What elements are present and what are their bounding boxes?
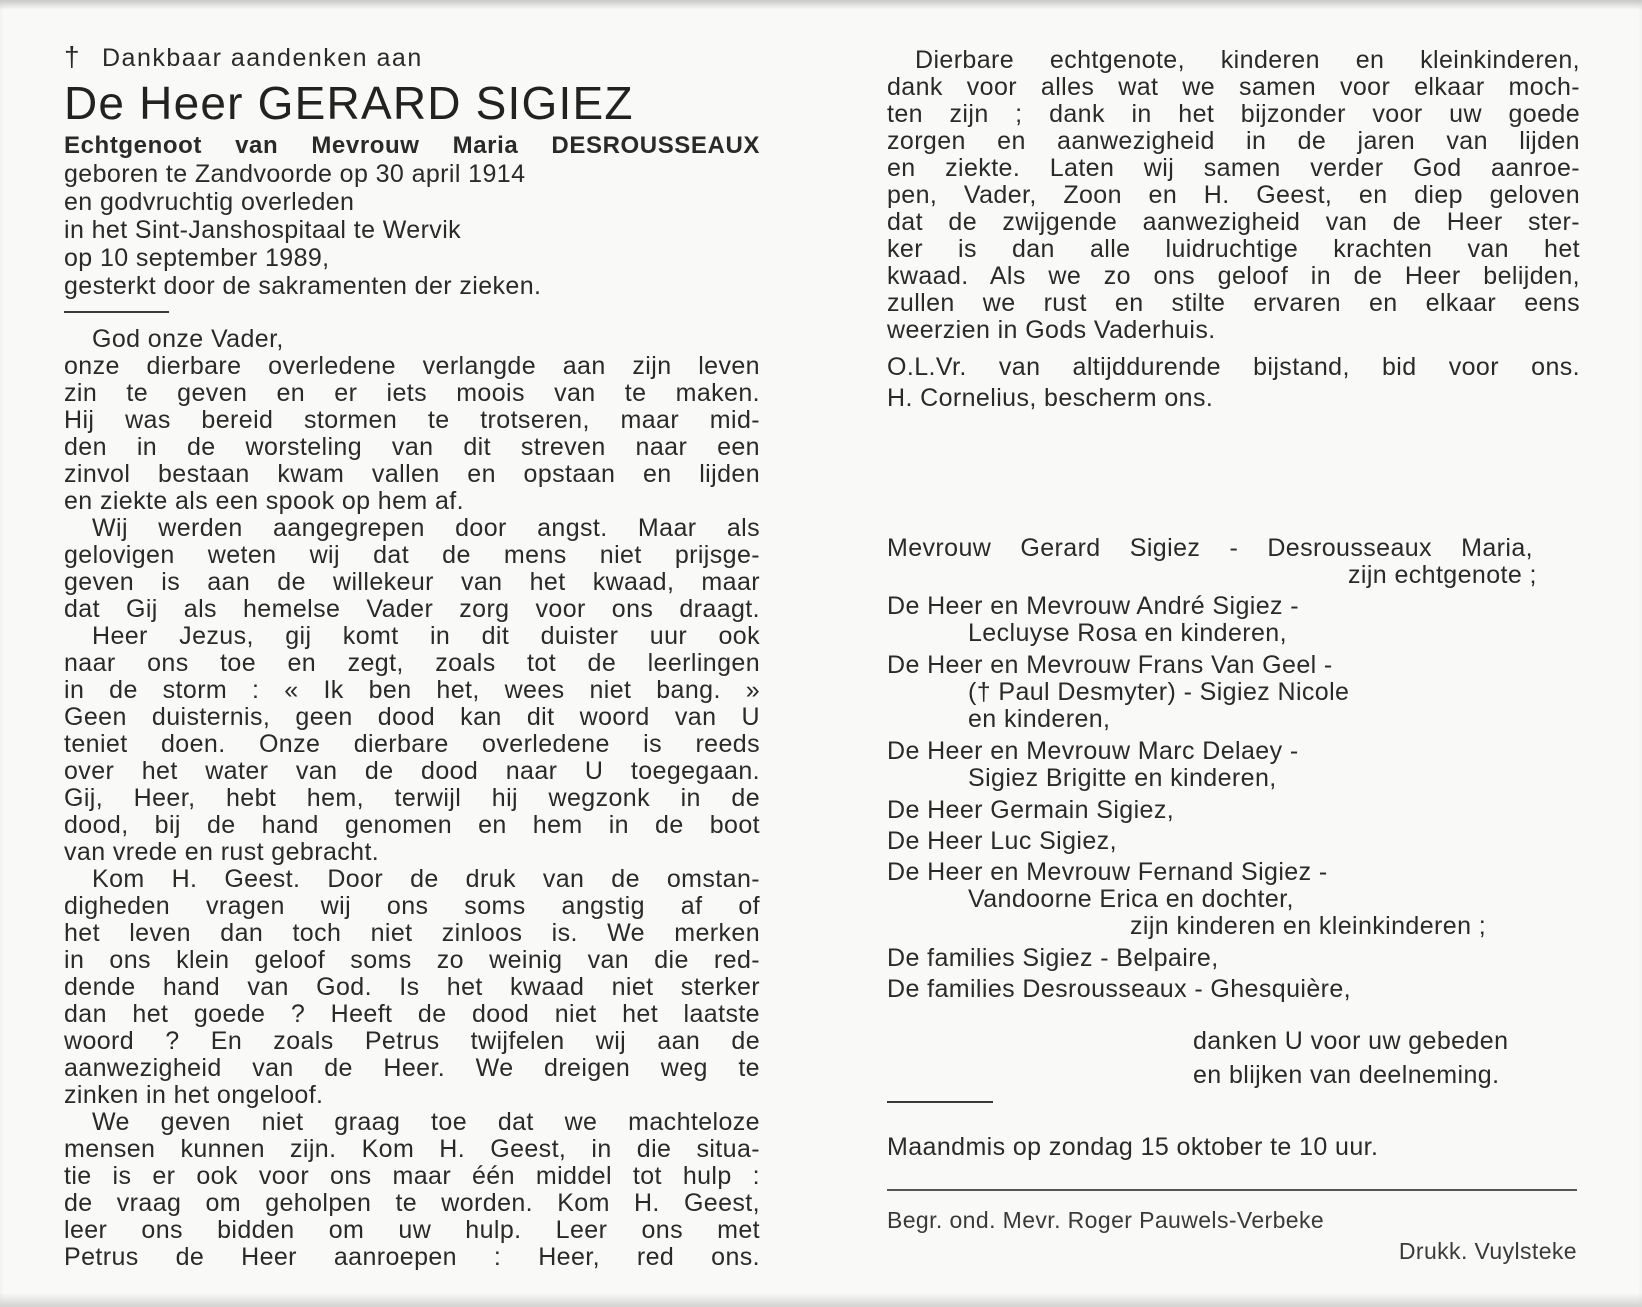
prayer-line: zin te geven en er iets moois van te maken. <box>64 379 760 407</box>
family-text-line: dank voor alles wat we samen voor elkaar moch- <box>887 73 1580 101</box>
prayer-line: We geven niet graag toe dat we machteloze <box>92 1108 760 1136</box>
printer-credit: Drukk. Vuylsteke <box>1398 1238 1577 1264</box>
prayer-line: over het water van de dood naar U toegegaan. <box>64 757 760 785</box>
prayer-line: Wij werden aangegrepen door angst. Maar als <box>92 514 760 542</box>
prayer-line: Geen duisternis, geen dood kan dit woord van U <box>64 703 760 731</box>
deceased-name: De Heer GERARD SIGIEZ <box>64 77 634 129</box>
funeral-director-credit: Begr. ond. Mevr. Roger Pauwels-Verbeke <box>887 1207 1325 1233</box>
family-text-line: zorgen en aanwezigheid in de jaren van lijden <box>887 127 1580 155</box>
prayer-line: in de storm : « Ik ben het, wees niet bang. » <box>64 676 760 704</box>
spouse-line: Echtgenoot van Mevrouw Maria DESROUSSEAUX <box>64 132 760 159</box>
prayer-line: in ons klein geloof soms zo weinig van die red- <box>64 946 760 974</box>
prayer-line: tie is er ook voor ons maar één middel tot hulp : <box>64 1162 760 1190</box>
mourner-line: Lecluyse Rosa en kinderen, <box>968 619 1287 647</box>
prayer-line: de vraag om geholpen te worden. Kom H. Geest, <box>64 1189 760 1217</box>
prayer-line: geven is aan de willekeur van het kwaad, maar <box>64 568 760 596</box>
scan-top-edge <box>0 0 1642 10</box>
prayer-line: dood, bij de hand genomen en hem in de boot <box>64 811 760 839</box>
prayer-line: naar ons toe en zegt, zoals tot de leerlingen <box>64 649 760 677</box>
divider <box>887 1189 1577 1191</box>
prayer-line: Petrus de Heer aanroepen : Heer, red ons. <box>64 1243 760 1271</box>
divider <box>64 311 169 313</box>
mourner-line: Sigiez Brigitte en kinderen, <box>968 764 1277 792</box>
prayer-line: God onze Vader, <box>92 325 284 353</box>
family-text-line: pen, Vader, Zoon en H. Geest, en diep geloven <box>887 181 1580 209</box>
prayer-line: mensen kunnen zijn. Kom H. Geest, in die situa- <box>64 1135 760 1163</box>
prayer-line: dan het goede ? Heeft de dood niet het laatste <box>64 1000 760 1028</box>
mourner-line: en kinderen, <box>968 705 1111 733</box>
family-text-line: en ziekte. Laten wij samen verder God aanroe- <box>887 154 1580 182</box>
bio-line: geboren te Zandvoorde op 30 april 1914 <box>64 160 526 188</box>
prayer-line: zinken in het ongeloof. <box>64 1081 324 1109</box>
bio-line: in het Sint-Janshospitaal te Wervik <box>64 216 462 244</box>
bio-line: gesterkt door de sakramenten der zieken. <box>64 272 542 300</box>
intro-line: Dankbaar aandenken aan <box>102 44 423 72</box>
prayer-line: onze dierbare overledene verlangde aan zijn leven <box>64 352 760 380</box>
thanks-line: en blijken van deelneming. <box>1193 1061 1500 1089</box>
mourner-line: zijn echtgenote ; <box>1348 561 1537 589</box>
prayer-line: aanwezigheid van de Heer. We dreigen weg te <box>64 1054 760 1082</box>
mourner-line: De Heer en Mevrouw Fernand Sigiez - <box>887 858 1328 886</box>
prayer-line: en ziekte als een spook op hem af. <box>64 487 464 515</box>
divider <box>887 1101 993 1103</box>
mourner-line: De Heer en Mevrouw André Sigiez - <box>887 592 1299 620</box>
cross-icon: † <box>64 41 80 72</box>
bio-line: op 10 september 1989, <box>64 244 330 272</box>
prayer-line: den in de worsteling van dit streven naar een <box>64 433 760 461</box>
mourner-line: Mevrouw Gerard Sigiez - Desrousseaux Maria, <box>887 534 1533 562</box>
bio-line: en godvruchtig overleden <box>64 188 355 216</box>
prayer-line: leer ons bidden om uw hulp. Leer ons met <box>64 1216 760 1244</box>
family-text-line: zullen we rust en stilte ervaren en elkaar eens <box>887 289 1580 317</box>
family-text-line: ker is dan alle luidruchtige krachten van het <box>887 235 1580 263</box>
family-text-line: kwaad. Als we zo ons geloof in de Heer belijden, <box>887 262 1580 290</box>
prayer-line: woord ? En zoals Petrus twijfelen wij aan de <box>64 1027 760 1055</box>
prayer-line: het leven dan toch niet zinloos is. We merken <box>64 919 760 947</box>
prayer-line: dat Gij als hemelse Vader zorg voor ons draagt. <box>64 595 760 623</box>
prayer-line: gelovigen weten wij dat de mens niet prijsge- <box>64 541 760 569</box>
mourner-line: De Heer Germain Sigiez, <box>887 796 1175 824</box>
prayer-line: Kom H. Geest. Door de druk van de omstan- <box>92 865 760 893</box>
prayer-line: Heer Jezus, gij komt in dit duister uur ook <box>92 622 760 650</box>
mourner-line: De Heer en Mevrouw Frans Van Geel - <box>887 651 1333 679</box>
invocation-line: O.L.Vr. van altijddurende bijstand, bid voor ons. <box>887 353 1580 381</box>
prayer-line: van vrede en rust gebracht. <box>64 838 380 866</box>
prayer-line: dende hand van God. Is het kwaad niet sterker <box>64 973 760 1001</box>
prayer-line: Hij was bereid stormen te trotseren, maar mid- <box>64 406 760 434</box>
family-text-line: dat de zwijgende aanwezigheid van de Heer ster- <box>887 208 1580 236</box>
invocation-line: H. Cornelius, bescherm ons. <box>887 384 1214 412</box>
prayer-line: Gij, Heer, hebt hem, terwijl hij wegzonk in de <box>64 784 760 812</box>
prayer-line: zinvol bestaan kwam vallen en opstaan en lijden <box>64 460 760 488</box>
mourner-line: Vandoorne Erica en dochter, <box>968 885 1294 913</box>
mourner-line: De families Desrousseaux - Ghesquière, <box>887 975 1352 1003</box>
family-text-line: weerzien in Gods Vaderhuis. <box>887 316 1216 344</box>
mourner-line: († Paul Desmyter) - Sigiez Nicole <box>968 678 1350 706</box>
memorial-mass: Maandmis op zondag 15 oktober te 10 uur. <box>887 1133 1379 1161</box>
prayer-line: teniet doen. Onze dierbare overledene is reeds <box>64 730 760 758</box>
mourner-line: zijn kinderen en kleinkinderen ; <box>1130 912 1487 940</box>
family-text-line: ten zijn ; dank in het bijzonder voor uw goede <box>887 100 1580 128</box>
prayer-line: digheden vragen wij ons soms angstig af of <box>64 892 760 920</box>
family-text-line: Dierbare echtgenote, kinderen en kleinkinderen, <box>915 46 1580 74</box>
scan-bottom-edge <box>0 1293 1642 1307</box>
mourner-line: De Heer Luc Sigiez, <box>887 827 1117 855</box>
mourner-line: De Heer en Mevrouw Marc Delaey - <box>887 737 1299 765</box>
thanks-line: danken U voor uw gebeden <box>1193 1027 1509 1055</box>
mourner-line: De families Sigiez - Belpaire, <box>887 944 1219 972</box>
